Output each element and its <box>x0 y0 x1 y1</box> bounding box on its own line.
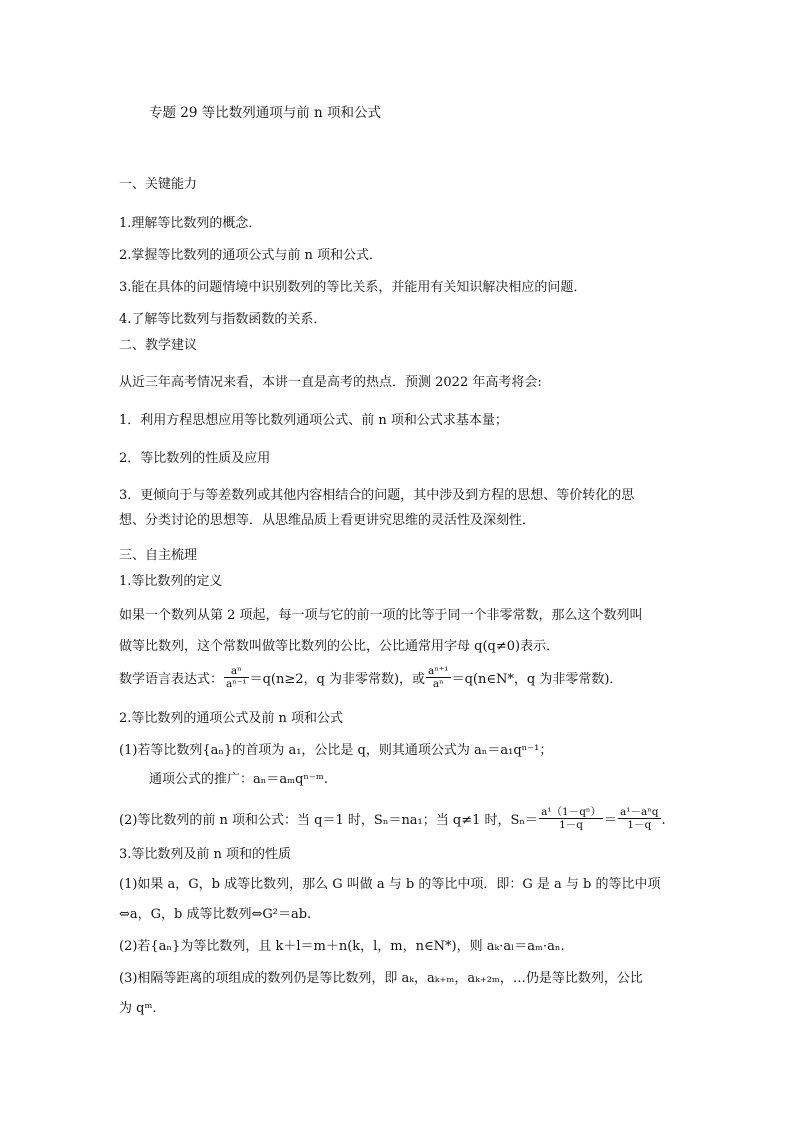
equals-sign: ＝ <box>603 813 617 828</box>
ability-item: 4.了解等比数列与指数函数的关系． <box>119 312 327 327</box>
section-heading-key-abilities: 一、关键能力 <box>119 177 198 192</box>
general-term-extension: 通项公式的推广：aₙ＝aₘqⁿ⁻ᵐ. <box>149 772 329 787</box>
sum-fraction <box>539 806 603 831</box>
formula-title: 2.等比数列的通项公式及前 n 项和公式 <box>119 711 344 726</box>
math-expression-prefix: 数学语言表达式： <box>119 672 224 687</box>
ability-item: 2.掌握等比数列的通项公式与前 n 项和公式． <box>119 248 383 263</box>
ability-item: 3.能在具体的问题情境中识别数列的等比关系，并能用有关知识解决相应的问题． <box>119 280 587 295</box>
sum-formula-line <box>119 808 666 833</box>
definition-title: 1.等比数列的定义 <box>119 574 223 589</box>
teaching-intro: 从近三年高考情况来看，本讲一直是高考的热点．预测 2022 年高考将会: <box>119 375 542 390</box>
math-expression-middle: ＝q(n≥2，q 为非零常数)，或 <box>249 672 426 687</box>
section-heading-teaching-advice: 二、教学建议 <box>119 338 198 353</box>
fraction-denominator: 1－q <box>627 819 652 831</box>
property-item: 为 qᵐ. <box>119 1001 157 1016</box>
section-heading-self-review: 三、自主梳理 <box>119 548 198 563</box>
property-item: ⇔a，G，b 成等比数列⇔G²＝ab. <box>119 907 312 922</box>
sum-formula-end: . <box>661 813 666 828</box>
property-item: (2)若{aₙ}为等比数列，且 k＋l＝m＋n(k，l，m，n∈N*)，则 aₖ·aₗ＝aₘ·aₙ. <box>119 939 565 954</box>
definition-text: 如果一个数列从第 2 项起，每一项与它的前一项的比等于同一个非零常数，那么这个数列叫 <box>119 608 643 623</box>
math-expression-end: ＝q(n∈N*，q 为非零常数)． <box>451 672 623 687</box>
property-item: (1)如果 a，G，b 成等比数列，那么 G 叫做 a 与 b 的等比中项．即：G 是 a 与 b 的等比中项 <box>119 877 661 892</box>
teaching-item: 3．更倾向于与等差数列或其他内容相结合的问题，其中涉及到方程的思想、等价转化的思 <box>119 488 635 503</box>
sum-formula-prefix: (2)等比数列的前 n 项和公式：当 q＝1 时，Sₙ＝na₁；当 q≠1 时，Sₙ＝ <box>119 813 539 828</box>
sum-fraction <box>618 806 661 831</box>
ratio-fraction <box>224 665 249 690</box>
ratio-fraction <box>426 665 451 690</box>
ability-item: 1.理解等比数列的概念． <box>119 216 262 231</box>
fraction-denominator: 1－q <box>559 819 583 831</box>
fraction-numerator: aⁿ <box>224 665 249 678</box>
fraction-numerator: a¹－aⁿq <box>620 806 659 818</box>
teaching-item: 2．等比数列的性质及应用 <box>119 451 271 466</box>
fraction-numerator: aⁿ⁺¹ <box>428 665 449 677</box>
fraction-denominator: aⁿ⁻¹ <box>226 678 247 690</box>
fraction-numerator: a¹（1－qⁿ） <box>541 806 601 818</box>
math-expression-line <box>119 667 622 692</box>
fraction-denominator: aⁿ <box>432 678 444 690</box>
property-item: (3)相隔等距离的项组成的数列仍是等比数列，即 aₖ，aₖ₊ₘ，aₖ₊₂ₘ，…仍是等比数列，公比 <box>119 971 643 986</box>
teaching-item: 想、分类讨论的思想等．从思维品质上看更讲究思维的灵活性及深刻性． <box>119 513 536 528</box>
properties-title: 3.等比数列及前 n 项和的性质 <box>119 847 292 862</box>
general-term-formula: (1)若等比数列{aₙ}的首项为 a₁，公比是 q，则其通项公式为 aₙ＝a₁qⁿ⁻¹； <box>119 743 553 758</box>
teaching-item: 1．利用方程思想应用等比数列通项公式、前 n 项和公式求基本量； <box>119 413 508 428</box>
page-title: 专题 29 等比数列通项与前 n 项和公式 <box>149 105 382 121</box>
definition-text: 做等比数列，这个常数叫做等比数列的公比，公比通常用字母 q(q≠0)表示． <box>119 639 560 654</box>
